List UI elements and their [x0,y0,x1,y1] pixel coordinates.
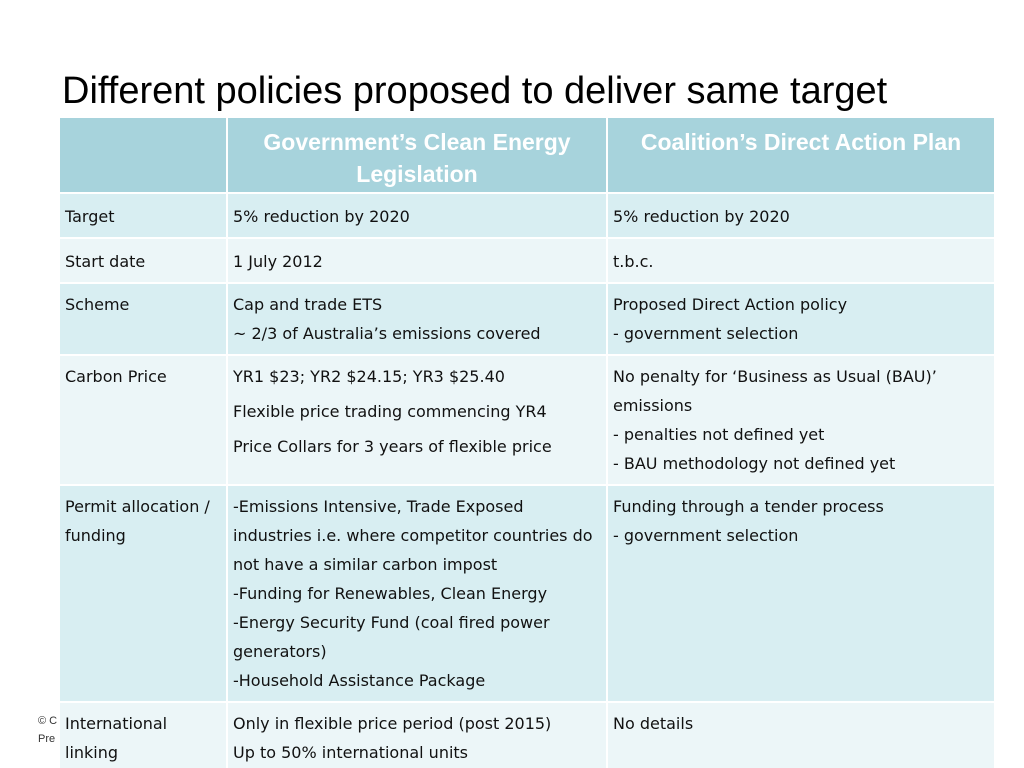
cell-line: Up to 50% international units [233,743,469,762]
cell-line: Price Collars for 3 years of flexible price [233,437,552,456]
table-row [59,193,995,238]
cell-line: 1 July 2012 [233,252,323,271]
cell-line: Cap and trade ETS [233,295,383,314]
row-label: Target [59,193,227,238]
government-cell [227,238,607,283]
footer-line-2: Pre [38,733,56,745]
government-cell [227,355,607,485]
cell-line: YR1 $23; YR2 $24.15; YR3 $25.40 [233,367,505,386]
header-coalition: Coalition’s Direct Action Plan [607,117,995,193]
table-row [59,355,995,485]
table-row [59,702,995,768]
cell-line: 5% reduction by 2020 [233,207,410,226]
cell-line: Funding through a tender process [613,497,884,516]
government-cell [227,702,607,768]
coalition-cell [607,702,995,768]
government-cell [227,193,607,238]
cell-line: -Household Assistance Package [233,671,486,690]
cell-line: - BAU methodology not defined yet [613,454,896,473]
cell-line: No penalty for ‘Business as Usual (BAU)’ emissions [613,367,937,415]
cell-line: - penalties not defined yet [613,425,825,444]
cell-line: No details [613,714,694,733]
cell-line: - government selection [613,324,799,343]
government-cell [227,283,607,355]
row-label: International linking [59,702,227,768]
row-label: Permit allocation / funding [59,485,227,702]
header-row-label [59,117,227,193]
cell-line: -Funding for Renewables, Clean Energy [233,584,548,603]
cell-line: ~ 2/3 of Australia’s emissions covered [233,324,541,343]
coalition-cell [607,193,995,238]
table-row [59,238,995,283]
row-label: Start date [59,238,227,283]
footer-text [38,712,57,748]
row-label: Scheme [59,283,227,355]
coalition-cell [607,283,995,355]
coalition-cell [607,238,995,283]
cell-line: Proposed Direct Action policy [613,295,848,314]
cell-line: - government selection [613,526,799,545]
table-row [59,283,995,355]
coalition-cell [607,485,995,702]
table-header-row [59,117,995,193]
row-label: Carbon Price [59,355,227,485]
cell-line: Flexible price trading commencing YR4 [233,402,547,421]
slide-title: Different policies proposed to deliver same target [62,70,888,112]
header-government: Government’s Clean Energy Legislation [227,117,607,193]
cell-line: t.b.c. [613,252,654,271]
table-row [59,485,995,702]
cell-line: Only in flexible price period (post 2015) [233,714,552,733]
coalition-cell [607,355,995,485]
cell-line: 5% reduction by 2020 [613,207,790,226]
policy-comparison-table [58,116,996,768]
cell-line: -Emissions Intensive, Trade Exposed industries i.e. where competitor countries do not have a similar carbon impost [233,497,593,574]
footer-line-1: © C [38,715,58,727]
cell-line: -Energy Security Fund (coal fired power generators) [233,613,550,661]
government-cell [227,485,607,702]
